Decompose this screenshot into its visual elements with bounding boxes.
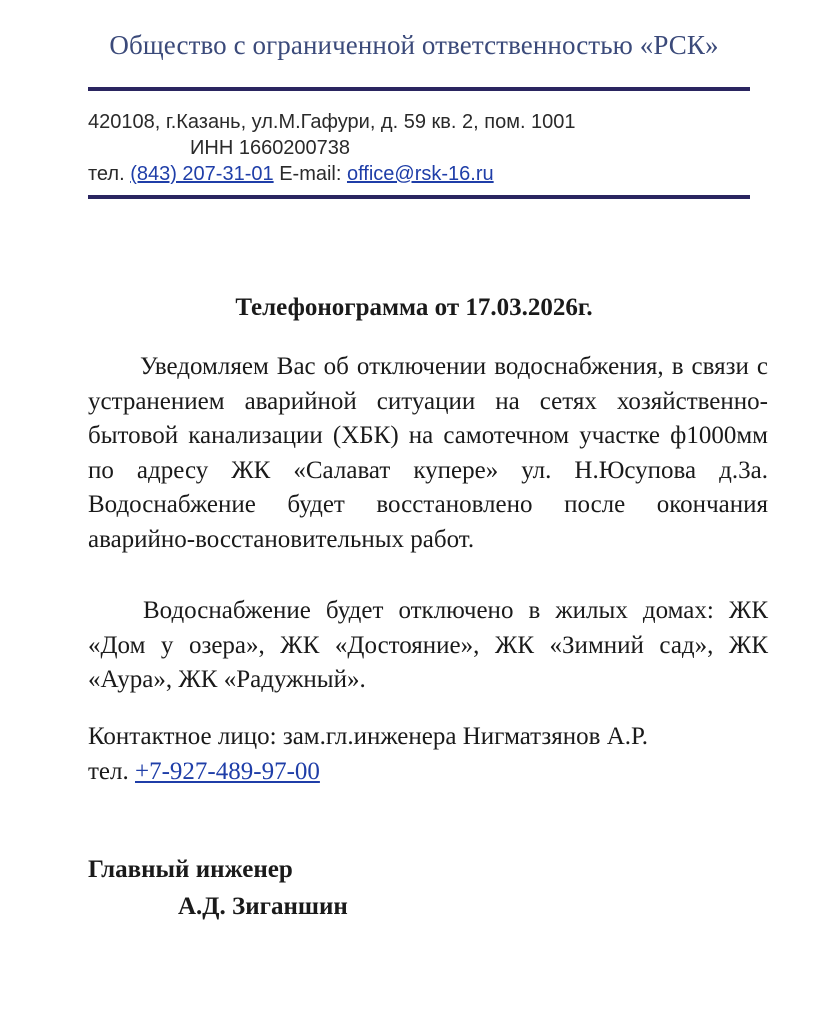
- contact-phone-link[interactable]: +7-927-489-97-00: [135, 758, 320, 785]
- signatory-position: Главный инженер: [88, 856, 293, 883]
- company-phone-link[interactable]: (843) 207-31-01: [130, 163, 274, 185]
- company-contacts: [88, 162, 494, 186]
- company-address: 420108, г.Казань, ул.М.Гафури, д. 59 кв. 2, пом. 1001: [88, 111, 576, 133]
- contact-phone-label: тел.: [88, 758, 129, 785]
- phone-label: тел.: [88, 163, 125, 185]
- contact-person: Контактное лицо: зам.гл.инженера Нигматзянов А.Р.: [88, 723, 649, 750]
- document-title: Телефонограмма от 17.03.2026г.: [235, 294, 593, 321]
- organization-name: Общество с ограниченной ответственностью «РСК»: [109, 30, 719, 60]
- notice-paragraph-1: Уведомляем Вас об отключении водоснабжения, в связи с устранением аварийной ситуации на сетях хозяйственно-бытовой канализации (ХБК) на самотечном участке ф1000мм по адресу ЖК «Салават купере» ул. Н.Юсупова д.3а. Водоснабжение будет восстановлено после окончания аварийно-восстановительных работ.: [88, 353, 768, 553]
- header-bottom-rule: [88, 195, 750, 199]
- company-email-link[interactable]: office@rsk-16.ru: [346, 163, 494, 185]
- notice-paragraph-2: Водоснабжение будет отключено в жилых домах: ЖК «Дом у озера», ЖК «Достояние», ЖК «Зимний сад», ЖК «Аура», ЖК «Радужный».: [88, 597, 768, 693]
- company-inn: ИНН 1660200738: [190, 137, 351, 159]
- header-top-rule: [88, 87, 750, 91]
- email-label: E-mail:: [279, 163, 342, 185]
- contact-phone-line: [88, 755, 320, 789]
- signatory-name: А.Д. Зиганшин: [178, 893, 348, 920]
